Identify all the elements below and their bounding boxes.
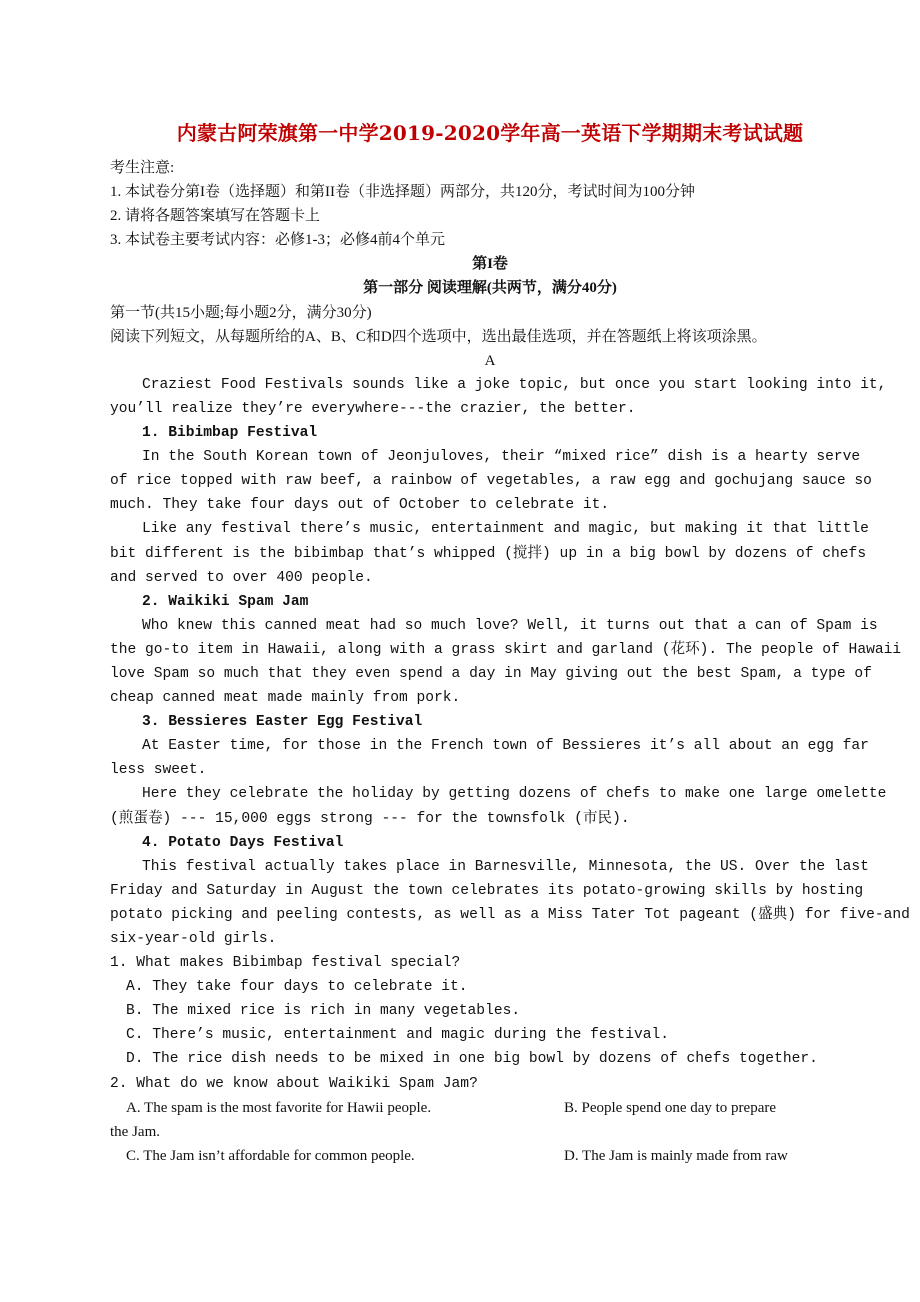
passage-line: (煎蛋卷) --- 15,000 eggs strong --- for the townsfolk (市民). <box>110 810 630 827</box>
passage-line: This festival actually takes place in Barnesville, Minnesota, the US. Over the last <box>142 858 869 875</box>
part-heading: 第一部分 阅读理解(共两节，满分40分) <box>363 280 617 297</box>
passage-line: potato picking and peeling contests, as well as a Miss Tater Tot pageant (盛典) for five-and <box>110 906 910 923</box>
festival-heading: 3. Bessieres Easter Egg Festival <box>142 714 423 731</box>
option-row <box>110 1144 870 1168</box>
passage-line: less sweet. <box>110 762 207 779</box>
question-option: C. There’s music, entertainment and magic during the festival. <box>126 1027 669 1044</box>
exam-page <box>110 118 910 1168</box>
question-option: D. The rice dish needs to be mixed in one big bowl by dozens of chefs together. <box>126 1051 818 1068</box>
passage-line: cheap canned meat made mainly from pork. <box>110 690 461 707</box>
volume-heading: 第I卷 <box>472 256 508 273</box>
question-option: C. The Jam isn’t affordable for common people. <box>126 1147 415 1164</box>
passage-line: six-year-old girls. <box>110 931 277 947</box>
question-option: A. The spam is the most favorite for Hawii people. <box>126 1099 432 1116</box>
intro-line: Craziest Food Festivals sounds like a joke topic, but once you start looking into it, <box>142 376 887 393</box>
option-row <box>110 1096 870 1120</box>
intro-line: you’ll realize they’re everywhere---the crazier, the better. <box>110 400 636 417</box>
passage-line: of rice topped with raw beef, a rainbow of vegetables, a raw egg and gochujang sauce so <box>110 473 872 490</box>
question-option-continuation: the Jam. <box>110 1123 160 1140</box>
question-2-options <box>110 1096 870 1168</box>
passage-line: Like any festival there’s music, entertainment and magic, but making it that little <box>142 521 869 538</box>
question-option: B. The mixed rice is rich in many vegetables. <box>126 1003 521 1020</box>
instructions: 阅读下列短文，从每题所给的A、B、C和D四个选项中，选出最佳选项，并在答题纸上将该项涂黑。 <box>110 328 767 345</box>
passage-line: and served to over 400 people. <box>110 569 373 586</box>
passage-line: Who knew this canned meat had so much love? Well, it turns out that a can of Spam is <box>142 617 878 634</box>
notice-heading: 考生注意: <box>110 160 175 176</box>
notice-block <box>110 156 870 252</box>
passage-line: the go-to item in Hawaii, along with a grass skirt and garland (花环). The people of Hawaii <box>110 641 902 658</box>
festival-heading: 2. Waikiki Spam Jam <box>142 593 309 610</box>
question-option: D. The Jam is mainly made from raw <box>564 1147 788 1164</box>
passage-line: Here they celebrate the holiday by getting dozens of chefs to make one large omelette <box>142 786 887 803</box>
notice-item: 3. 本试卷主要考试内容：必修1-3；必修4前4个单元 <box>110 232 445 249</box>
question-option: A. They take four days to celebrate it. <box>126 979 468 996</box>
festival-heading: 4. Potato Days Festival <box>142 834 344 851</box>
notice-item: 2. 请将各题答案填写在答题卡上 <box>110 208 321 225</box>
passage-body <box>110 373 910 1096</box>
passage-line: much. They take four days out of October to celebrate it. <box>110 497 610 514</box>
section-heading: 第一节(共15小题;每小题2分，满分30分) <box>110 304 372 321</box>
exam-title: 内蒙古阿荣旗第一中学2019-2020学年高一英语下学期期末考试试题 <box>176 121 804 145</box>
passage-line: bit different is the bibimbap that’s whipped (搅拌) up in a big bowl by dozens of chefs <box>110 545 867 562</box>
question-stem: 1. What makes Bibimbap festival special? <box>110 955 461 972</box>
notice-item: 1. 本试卷分第I卷（选择题）和第II卷（非选择题）两部分，共120分，考试时间为100分钟 <box>110 184 695 201</box>
passage-line: In the South Korean town of Jeonjuloves, their “mixed rice” dish is a hearty serve <box>142 449 861 466</box>
passage-label: A <box>484 352 496 369</box>
passage-line: Friday and Saturday in August the town celebrates its potato-growing skills by hosting <box>110 882 864 899</box>
question-stem: 2. What do we know about Waikiki Spam Jam? <box>110 1075 478 1092</box>
passage-line: At Easter time, for those in the French town of Bessieres it’s all about an egg far <box>142 738 869 755</box>
passage-line: love Spam so much that they even spend a day in May giving out the best Spam, a type of <box>110 665 872 682</box>
festival-heading: 1. Bibimbap Festival <box>142 425 318 442</box>
question-option: B. People spend one day to prepare <box>564 1099 777 1116</box>
